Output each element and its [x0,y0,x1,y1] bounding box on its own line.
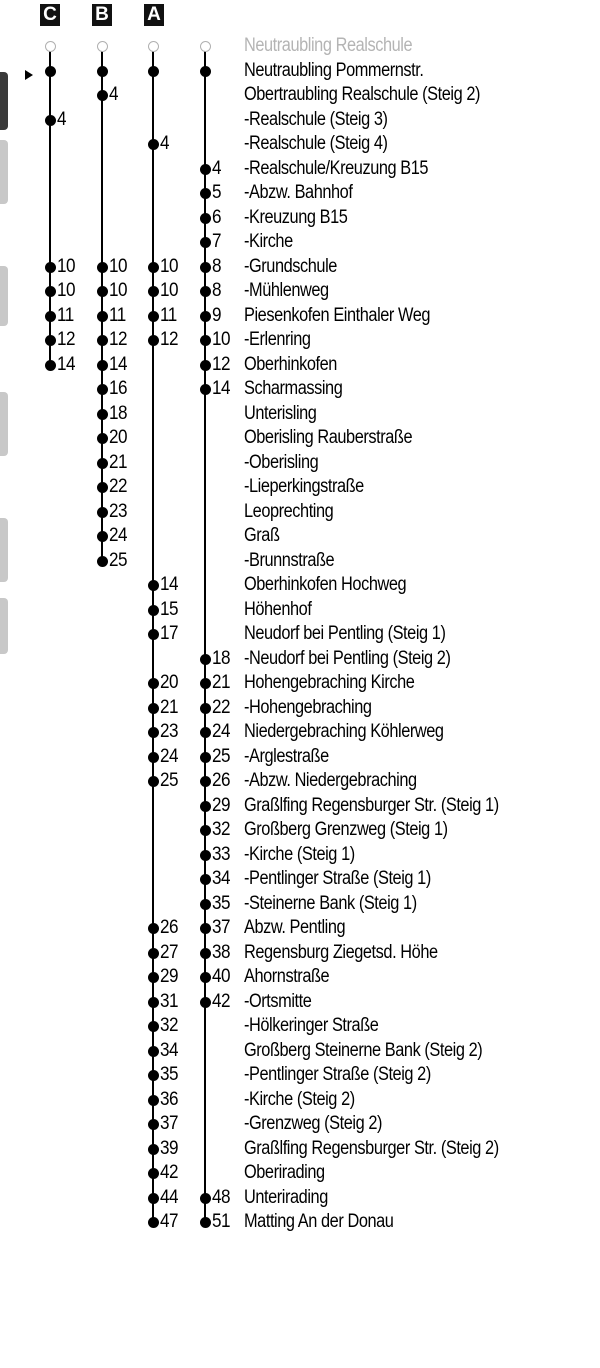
departure-minutes: 35 [160,1064,179,1085]
departure-minutes: 21 [212,672,231,693]
departure-minutes: 51 [212,1211,231,1232]
departure-minutes: 38 [212,941,231,963]
stop-dot-icon [148,752,159,763]
sidebar-tab[interactable] [0,140,8,204]
stop-name[interactable]: -Grundschule [244,255,337,277]
stop-name[interactable]: Unterisling [244,402,317,424]
stop-dot-icon [97,433,108,444]
stop-dot-icon [148,605,159,616]
stop-dot-icon [200,41,211,52]
stop-name[interactable]: Leoprechting [244,500,334,522]
departure-minutes: 22 [212,696,231,718]
stop-dot-icon [148,41,159,52]
stop-name[interactable]: Neudorf bei Pentling (Steig 1) [244,623,446,644]
departure-minutes: 29 [212,794,231,816]
stop-name[interactable]: -Brunnstraße [244,549,335,571]
departure-minutes: 42 [212,990,231,1012]
stop-dot-icon [200,286,211,297]
stop-name[interactable]: -Neudorf bei Pentling (Steig 2) [244,647,451,669]
departure-minutes: 25 [160,770,179,791]
stop-dot-icon [200,654,211,665]
stop-dot-icon [200,776,211,787]
stop-dot-icon [148,139,159,150]
departure-minutes: 12 [109,329,128,350]
stop-dot-icon [148,629,159,640]
stop-dot-icon [45,115,56,126]
stop-dot-icon [97,360,108,371]
column-header-a: A [144,4,164,26]
departure-minutes: 7 [212,231,222,252]
stop-dot-icon [148,948,159,959]
stop-dot-icon [200,850,211,861]
stop-name[interactable]: -Ortsmitte [244,990,312,1012]
stop-dot-icon [200,384,211,395]
stop-dot-icon [45,66,56,77]
stop-name[interactable]: Oberhinkofen [244,353,337,375]
departure-minutes: 12 [57,329,76,350]
stop-dot-icon [200,1193,211,1204]
stop-dot-icon [148,1046,159,1057]
departure-minutes: 23 [109,500,128,522]
stop-name[interactable]: Piesenkofen Einthaler Weg [244,304,431,326]
stop-name[interactable]: Scharmassing [244,378,343,399]
departure-minutes: 22 [109,476,128,497]
departure-minutes: 26 [212,770,231,791]
departure-minutes: 35 [212,892,231,914]
sidebar-tab[interactable] [0,72,8,130]
stop-name[interactable]: -Abzw. Bahnhof [244,182,353,203]
stop-name[interactable]: -Hohengebraching [244,696,372,718]
stop-dot-icon [148,727,159,738]
departure-minutes: 23 [160,721,179,742]
departure-minutes: 10 [109,280,128,301]
stop-dot-icon [97,335,108,346]
stop-dot-icon [200,1217,211,1228]
sidebar-tab[interactable] [0,392,8,456]
stop-dot-icon [200,164,211,175]
stop-dot-icon [97,507,108,518]
stop-name[interactable]: Niedergebraching Köhlerweg [244,721,444,742]
departure-minutes: 20 [160,672,179,693]
departure-minutes: 26 [160,917,179,938]
stop-dot-icon [200,874,211,885]
departure-minutes: 4 [160,133,170,154]
stop-name[interactable]: -Lieperkingstraße [244,476,364,497]
departure-minutes: 21 [109,451,128,473]
stop-dot-icon [148,335,159,346]
column-header-c: C [40,4,60,26]
stop-name[interactable]: Neutraubling Realschule [244,35,413,56]
stop-dot-icon [97,384,108,395]
stop-name[interactable]: -Erlenring [244,329,311,350]
departure-minutes: 33 [212,843,231,865]
departure-minutes: 37 [160,1113,179,1134]
departure-minutes: 47 [160,1211,179,1232]
stop-name[interactable]: Oberhinkofen Hochweg [244,574,407,595]
departure-minutes: 10 [57,280,76,301]
departure-minutes: 11 [109,304,126,326]
departure-minutes: 12 [160,329,179,350]
stop-dot-icon [97,556,108,567]
stop-dot-icon [97,41,108,52]
stop-name[interactable]: Graß [244,525,280,546]
departure-minutes: 17 [160,623,179,644]
stop-dot-icon [200,703,211,714]
stop-dot-icon [97,482,108,493]
stop-name[interactable]: -Kirche [244,231,293,252]
departure-minutes: 29 [160,966,179,987]
departure-minutes: 24 [160,745,179,767]
stop-name[interactable]: Höhenhof [244,598,312,620]
stop-dot-icon [200,311,211,322]
departure-minutes: 8 [212,255,222,277]
departure-minutes: 25 [109,549,128,571]
stop-name[interactable]: Abzw. Pentling [244,917,346,938]
stop-name[interactable]: -Pentlinger Straße (Steig 1) [244,868,431,889]
stop-dot-icon [148,1070,159,1081]
departure-minutes: 24 [109,525,128,546]
stop-name[interactable]: -Pentlinger Straße (Steig 2) [244,1064,431,1085]
stop-dot-icon [148,776,159,787]
stop-dot-icon [45,335,56,346]
stop-dot-icon [200,360,211,371]
stop-name[interactable]: -Steinerne Bank (Steig 1) [244,892,417,914]
departure-minutes: 36 [160,1088,179,1110]
stop-dot-icon [200,997,211,1008]
stop-name[interactable]: Graßlfing Regensburger Str. (Steig 1) [244,794,499,816]
stop-name[interactable]: -Mühlenweg [244,280,329,301]
stop-dot-icon [200,678,211,689]
stop-dot-icon [148,997,159,1008]
departure-minutes: 27 [160,941,179,963]
departure-minutes: 32 [160,1015,179,1036]
departure-minutes: 14 [160,574,179,595]
departure-minutes: 39 [160,1137,179,1159]
stop-dot-icon [200,213,211,224]
sidebar-tab[interactable] [0,266,8,326]
departure-minutes: 44 [160,1186,179,1208]
departure-minutes: 4 [109,84,119,105]
stop-dot-icon [200,237,211,248]
stop-dot-icon [148,1095,159,1106]
stop-name[interactable]: Oberisling Rauberstraße [244,427,413,448]
departure-minutes: 40 [212,966,231,987]
stop-dot-icon [45,41,56,52]
departure-minutes: 42 [160,1162,179,1183]
departure-minutes: 21 [160,696,179,718]
stop-name[interactable]: -Kirche (Steig 2) [244,1088,355,1110]
stop-dot-icon [97,66,108,77]
stop-name[interactable]: Hohengebraching Kirche [244,672,415,693]
stop-dot-icon [148,66,159,77]
stop-name[interactable]: -Realschule (Steig 4) [244,133,388,154]
stop-dot-icon [200,335,211,346]
stop-dot-icon [200,801,211,812]
stop-dot-icon [148,286,159,297]
departure-minutes: 20 [109,427,128,448]
stop-dot-icon [200,948,211,959]
stop-dot-icon [200,972,211,983]
departure-minutes: 10 [57,255,76,277]
departure-minutes: 10 [109,255,128,277]
stop-dot-icon [45,311,56,322]
departure-minutes: 11 [57,304,74,326]
stop-dot-icon [148,678,159,689]
sidebar-tab[interactable] [0,598,8,654]
departure-minutes: 4 [57,108,67,130]
stop-name[interactable]: Matting An der Donau [244,1211,394,1232]
stop-dot-icon [97,458,108,469]
stop-dot-icon [148,1021,159,1032]
departure-minutes: 5 [212,182,222,203]
stop-name[interactable]: Regensburg Ziegetsd. Höhe [244,941,438,963]
stop-name[interactable]: Graßlfing Regensburger Str. (Steig 2) [244,1137,499,1159]
stop-dot-icon [97,262,108,273]
stop-dot-icon [148,1168,159,1179]
departure-minutes: 31 [160,990,179,1012]
departure-minutes: 15 [160,598,179,620]
sidebar-tab[interactable] [0,518,8,582]
departure-minutes: 14 [57,353,76,375]
stop-dot-icon [200,825,211,836]
stop-name[interactable]: Großberg Grenzweg (Steig 1) [244,819,448,840]
stop-name[interactable]: Großberg Steinerne Bank (Steig 2) [244,1039,483,1061]
stop-dot-icon [148,1119,159,1130]
departure-minutes: 11 [160,304,177,326]
stop-dot-icon [97,409,108,420]
column-header-b: B [92,4,112,26]
stop-dot-icon [148,923,159,934]
stop-dot-icon [200,66,211,77]
departure-minutes: 14 [212,378,231,399]
stop-dot-icon [97,90,108,101]
stop-name[interactable]: -Arglestraße [244,745,329,767]
stop-name[interactable]: Ahornstraße [244,966,330,987]
stop-dot-icon [97,531,108,542]
stop-name[interactable]: -Kirche (Steig 1) [244,843,355,865]
stop-name[interactable]: -Oberisling [244,451,319,473]
departure-minutes: 10 [160,255,179,277]
stop-name[interactable]: -Abzw. Niedergebraching [244,770,417,791]
stop-dot-icon [148,1193,159,1204]
stop-dot-icon [45,360,56,371]
stop-dot-icon [148,580,159,591]
stop-dot-icon [148,972,159,983]
departure-minutes: 12 [212,353,231,375]
stop-name[interactable]: Oberirading [244,1162,325,1183]
stop-dot-icon [45,286,56,297]
stop-dot-icon [97,286,108,297]
current-stop-pointer-icon [25,70,33,80]
departure-minutes: 10 [212,329,231,350]
departure-minutes: 8 [212,280,222,301]
departure-minutes: 48 [212,1186,231,1208]
departure-minutes: 16 [109,378,128,399]
departure-minutes: 18 [109,402,128,424]
departure-minutes: 37 [212,917,231,938]
departure-minutes: 24 [212,721,231,742]
stop-dot-icon [45,262,56,273]
departure-minutes: 14 [109,353,128,375]
stop-dot-icon [200,727,211,738]
stop-name[interactable]: Unterirading [244,1186,328,1208]
stop-dot-icon [200,923,211,934]
stop-dot-icon [148,1217,159,1228]
stop-dot-icon [148,703,159,714]
departure-minutes: 9 [212,304,222,326]
departure-minutes: 25 [212,745,231,767]
stop-dot-icon [200,899,211,910]
stop-dot-icon [148,1144,159,1155]
stop-name[interactable]: -Kreuzung B15 [244,206,348,228]
departure-minutes: 10 [160,280,179,301]
stop-name[interactable]: Obertraubling Realschule (Steig 2) [244,84,481,105]
departure-minutes: 18 [212,647,231,669]
stop-dot-icon [200,188,211,199]
stop-name[interactable]: -Hölkeringer Straße [244,1015,379,1036]
departure-minutes: 32 [212,819,231,840]
departure-minutes: 4 [212,157,222,179]
departure-minutes: 34 [212,868,231,889]
stop-name[interactable]: -Realschule/Kreuzung B15 [244,157,429,179]
departure-minutes: 34 [160,1039,179,1061]
stop-name[interactable]: -Grenzweg (Steig 2) [244,1113,383,1134]
stop-dot-icon [200,262,211,273]
stop-name[interactable]: -Realschule (Steig 3) [244,108,388,130]
stop-dot-icon [200,752,211,763]
stop-dot-icon [148,262,159,273]
stop-name[interactable]: Neutraubling Pommernstr. [244,59,424,81]
stop-dot-icon [148,311,159,322]
stop-dot-icon [97,311,108,322]
departure-minutes: 6 [212,206,222,228]
